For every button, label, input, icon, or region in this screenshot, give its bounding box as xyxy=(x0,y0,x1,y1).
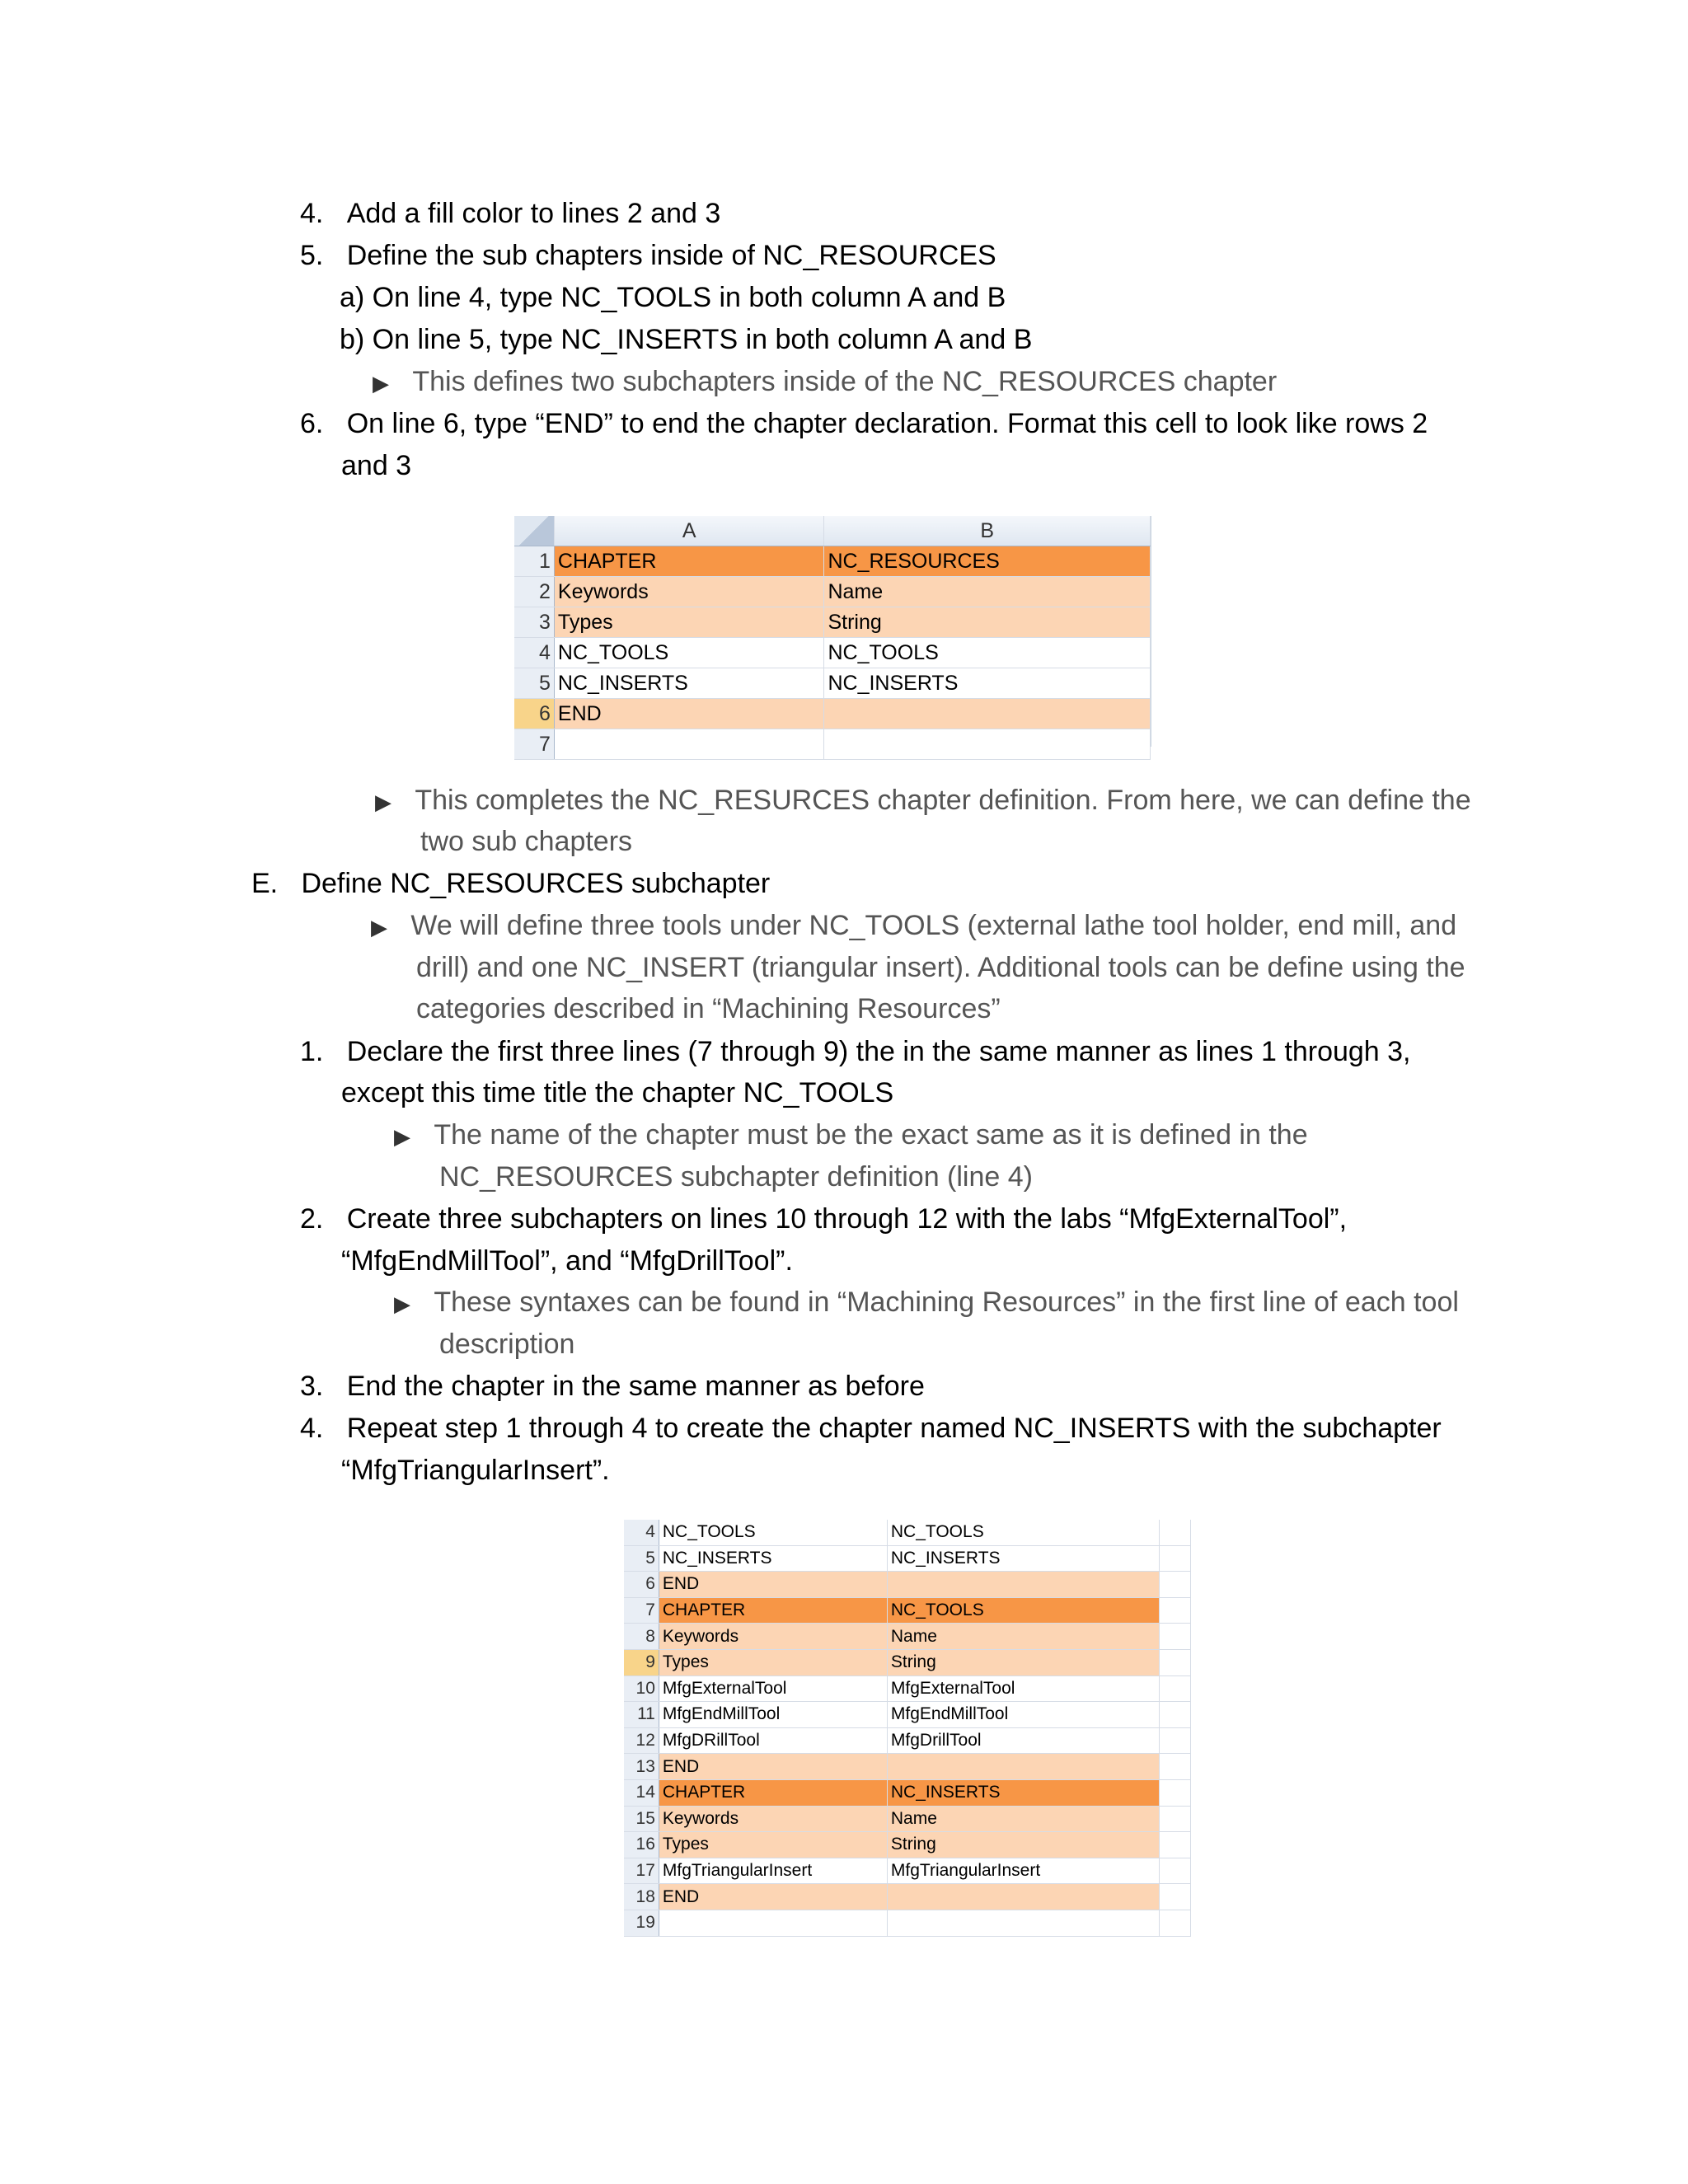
cell-c[interactable] xyxy=(1160,1806,1191,1832)
cell-a[interactable]: MfgExternalTool xyxy=(659,1675,887,1702)
table-row xyxy=(514,638,1151,668)
table-row xyxy=(514,729,1151,760)
row-number[interactable]: 1 xyxy=(514,546,554,577)
bullet-arrow-icon: ▶ xyxy=(373,371,389,396)
cell-a[interactable]: Keywords xyxy=(554,577,824,607)
step-e4-cont: “MfgTriangularInsert”. xyxy=(341,1455,610,1486)
cell-b[interactable]: NC_INSERTS xyxy=(887,1779,1159,1806)
row-number[interactable]: 17 xyxy=(624,1858,659,1884)
row-number[interactable]: 5 xyxy=(624,1545,659,1572)
bullet-three-tools: ▶ We will define three tools under NC_TOOLS (external lathe tool holder, end mill, and xyxy=(371,910,1457,941)
bullet-syntaxes: ▶ These syntaxes can be found in “Machining Resources” in the first line of each tool xyxy=(394,1286,1459,1318)
table-row xyxy=(624,1727,1191,1754)
cell-a[interactable]: MfgDRillTool xyxy=(659,1727,887,1754)
table-row xyxy=(514,699,1151,729)
column-header-a[interactable]: A xyxy=(554,516,824,546)
cell-c[interactable] xyxy=(1160,1702,1191,1728)
table-row xyxy=(624,1545,1191,1572)
cell-a[interactable]: Types xyxy=(659,1649,887,1675)
cell-a[interactable] xyxy=(554,729,824,760)
cell-a[interactable]: MfgEndMillTool xyxy=(659,1702,887,1728)
cell-b[interactable] xyxy=(887,1572,1159,1598)
cell-b[interactable]: NC_INSERTS xyxy=(887,1545,1159,1572)
row-number[interactable]: 8 xyxy=(624,1624,659,1650)
spreadsheet-subchapters xyxy=(624,1522,1191,1933)
spreadsheet-chapter-definition xyxy=(514,516,1151,756)
row-number[interactable]: 18 xyxy=(624,1884,659,1910)
table-row xyxy=(624,1910,1191,1936)
table-row xyxy=(514,546,1151,577)
cell-b[interactable]: Name xyxy=(887,1806,1159,1832)
cell-a[interactable]: Keywords xyxy=(659,1806,887,1832)
cell-b[interactable]: MfgExternalTool xyxy=(887,1675,1159,1702)
cell-b[interactable]: MfgEndMillTool xyxy=(887,1702,1159,1728)
step-5b: b) On line 5, type NC_INSERTS in both column A and B xyxy=(340,324,1033,355)
row-number[interactable]: 6 xyxy=(514,699,554,729)
cell-b[interactable] xyxy=(887,1884,1159,1910)
bullet-completes-definition: ▶ This completes the NC_RESURCES chapter definition. From here, we can define the xyxy=(375,785,1471,816)
cell-a[interactable]: MfgTriangularInsert xyxy=(659,1858,887,1884)
step-e2-cont: “MfgEndMillTool”, and “MfgDrillTool”. xyxy=(341,1245,793,1277)
bullet-three-tools-cont1: drill) and one NC_INSERT (triangular insert). Additional tools can be define using the xyxy=(416,952,1465,983)
cell-b[interactable]: Name xyxy=(824,577,1151,607)
table-row xyxy=(514,577,1151,607)
cell-c[interactable] xyxy=(1160,1832,1191,1858)
bullet-arrow-icon: ▶ xyxy=(394,1124,410,1149)
step-e1: 1. Declare the first three lines (7 through 9) the in the same manner as lines 1 through 3, xyxy=(300,1036,1411,1067)
step-e1-cont: except this time title the chapter NC_TOOLS xyxy=(341,1077,894,1108)
row-number[interactable]: 10 xyxy=(624,1675,659,1702)
row-number[interactable]: 11 xyxy=(624,1702,659,1728)
step-4-fill: 4. Add a fill color to lines 2 and 3 xyxy=(300,198,721,229)
table-row xyxy=(624,1779,1191,1806)
table-row xyxy=(624,1832,1191,1858)
row-number[interactable]: 12 xyxy=(624,1727,659,1754)
cell-c[interactable] xyxy=(1160,1520,1191,1545)
cell-c[interactable] xyxy=(1160,1597,1191,1624)
step-5a: a) On line 4, type NC_TOOLS in both column A and B xyxy=(340,282,1006,313)
bullet-arrow-icon: ▶ xyxy=(394,1291,410,1316)
section-e-heading: E. Define NC_RESOURCES subchapter xyxy=(251,868,771,899)
bullet-syntaxes-cont: description xyxy=(439,1329,575,1360)
step-6-cont: and 3 xyxy=(341,450,412,481)
table-row xyxy=(624,1675,1191,1702)
row-number[interactable]: 13 xyxy=(624,1754,659,1780)
bullet-arrow-icon: ▶ xyxy=(375,790,392,814)
cell-a[interactable]: END xyxy=(554,699,824,729)
cell-b[interactable]: MfgDrillTool xyxy=(887,1727,1159,1754)
cell-b[interactable] xyxy=(887,1754,1159,1780)
select-all-corner[interactable] xyxy=(514,516,554,546)
cell-b[interactable]: NC_INSERTS xyxy=(824,668,1151,699)
cell-a[interactable]: CHAPTER xyxy=(659,1779,887,1806)
table-row xyxy=(624,1806,1191,1832)
row-number[interactable]: 14 xyxy=(624,1779,659,1806)
cell-c[interactable] xyxy=(1160,1884,1191,1910)
table-row xyxy=(624,1702,1191,1728)
cell-b[interactable]: String xyxy=(824,607,1151,638)
step-e3: 3. End the chapter in the same manner as before xyxy=(300,1371,925,1402)
row-number[interactable]: 7 xyxy=(514,729,554,760)
row-number[interactable]: 9 xyxy=(624,1649,659,1675)
cell-a[interactable]: NC_TOOLS xyxy=(659,1520,887,1545)
cell-a[interactable]: END xyxy=(659,1884,887,1910)
cell-b[interactable] xyxy=(887,1910,1159,1936)
cell-a[interactable]: NC_INSERTS xyxy=(659,1545,887,1572)
row-number[interactable]: 4 xyxy=(624,1520,659,1545)
cell-a[interactable]: CHAPTER xyxy=(554,546,824,577)
cell-b[interactable]: String xyxy=(887,1832,1159,1858)
cell-a[interactable]: CHAPTER xyxy=(659,1597,887,1624)
cell-b[interactable] xyxy=(824,699,1151,729)
table-row xyxy=(624,1624,1191,1650)
cell-b[interactable]: NC_TOOLS xyxy=(824,638,1151,668)
cell-c[interactable] xyxy=(1160,1858,1191,1884)
bullet-exact-name: ▶ The name of the chapter must be the exact same as it is defined in the xyxy=(394,1119,1308,1151)
cell-b[interactable]: NC_RESOURCES xyxy=(824,546,1151,577)
row-number[interactable]: 2 xyxy=(514,577,554,607)
step-e2: 2. Create three subchapters on lines 10 through 12 with the labs “MfgExternalTool”, xyxy=(300,1203,1348,1235)
cell-a[interactable] xyxy=(659,1910,887,1936)
row-number[interactable]: 3 xyxy=(514,607,554,638)
row-number[interactable]: 15 xyxy=(624,1806,659,1832)
table-row xyxy=(624,1649,1191,1675)
bullet-two-subchapters: ▶ This defines two subchapters inside of the NC_RESOURCES chapter xyxy=(373,366,1278,397)
table-row xyxy=(624,1572,1191,1598)
cell-a[interactable]: NC_INSERTS xyxy=(554,668,824,699)
row-number[interactable]: 5 xyxy=(514,668,554,699)
table-row xyxy=(624,1754,1191,1780)
step-e4: 4. Repeat step 1 through 4 to create the chapter named NC_INSERTS with the subchapter xyxy=(300,1413,1442,1444)
table-row xyxy=(514,607,1151,638)
cell-c[interactable] xyxy=(1160,1624,1191,1650)
cell-c[interactable] xyxy=(1160,1649,1191,1675)
cell-a[interactable]: END xyxy=(659,1572,887,1598)
cell-b[interactable]: NC_TOOLS xyxy=(887,1597,1159,1624)
cell-b[interactable]: String xyxy=(887,1649,1159,1675)
table-row xyxy=(624,1884,1191,1910)
cell-c[interactable] xyxy=(1160,1572,1191,1598)
row-number[interactable]: 7 xyxy=(624,1597,659,1624)
cell-c[interactable] xyxy=(1160,1754,1191,1780)
row-number[interactable]: 19 xyxy=(624,1910,659,1936)
bullet-arrow-icon: ▶ xyxy=(371,915,387,940)
step-5-define: 5. Define the sub chapters inside of NC_RESOURCES xyxy=(300,240,996,271)
cell-a[interactable]: Keywords xyxy=(659,1624,887,1650)
bullet-exact-name-cont: NC_RESOURCES subchapter definition (line 4) xyxy=(439,1161,1033,1193)
cell-b[interactable]: MfgTriangularInsert xyxy=(887,1858,1159,1884)
table-row xyxy=(514,668,1151,699)
table-row xyxy=(624,1858,1191,1884)
cell-b[interactable]: Name xyxy=(887,1624,1159,1650)
step-6-end: 6. On line 6, type “END” to end the chapter declaration. Format this cell to look like rows 2 xyxy=(300,408,1428,439)
column-header-b[interactable]: B xyxy=(824,516,1151,546)
row-number[interactable]: 4 xyxy=(514,638,554,668)
cell-c[interactable] xyxy=(1160,1675,1191,1702)
cell-a[interactable]: NC_TOOLS xyxy=(554,638,824,668)
cell-c[interactable] xyxy=(1160,1779,1191,1806)
bullet-three-tools-cont2: categories described in “Machining Resources” xyxy=(416,993,1001,1024)
cell-a[interactable]: Types xyxy=(554,607,824,638)
cell-b[interactable]: NC_TOOLS xyxy=(887,1520,1159,1545)
cell-b[interactable] xyxy=(824,729,1151,760)
cell-a[interactable]: END xyxy=(659,1754,887,1780)
row-number[interactable]: 16 xyxy=(624,1832,659,1858)
table-row xyxy=(624,1520,1191,1545)
cell-c[interactable] xyxy=(1160,1910,1191,1936)
row-number[interactable]: 6 xyxy=(624,1572,659,1598)
cell-a[interactable]: Types xyxy=(659,1832,887,1858)
table-row xyxy=(624,1597,1191,1624)
bullet-completes-cont: two sub chapters xyxy=(420,826,633,857)
cell-c[interactable] xyxy=(1160,1545,1191,1572)
cell-c[interactable] xyxy=(1160,1727,1191,1754)
